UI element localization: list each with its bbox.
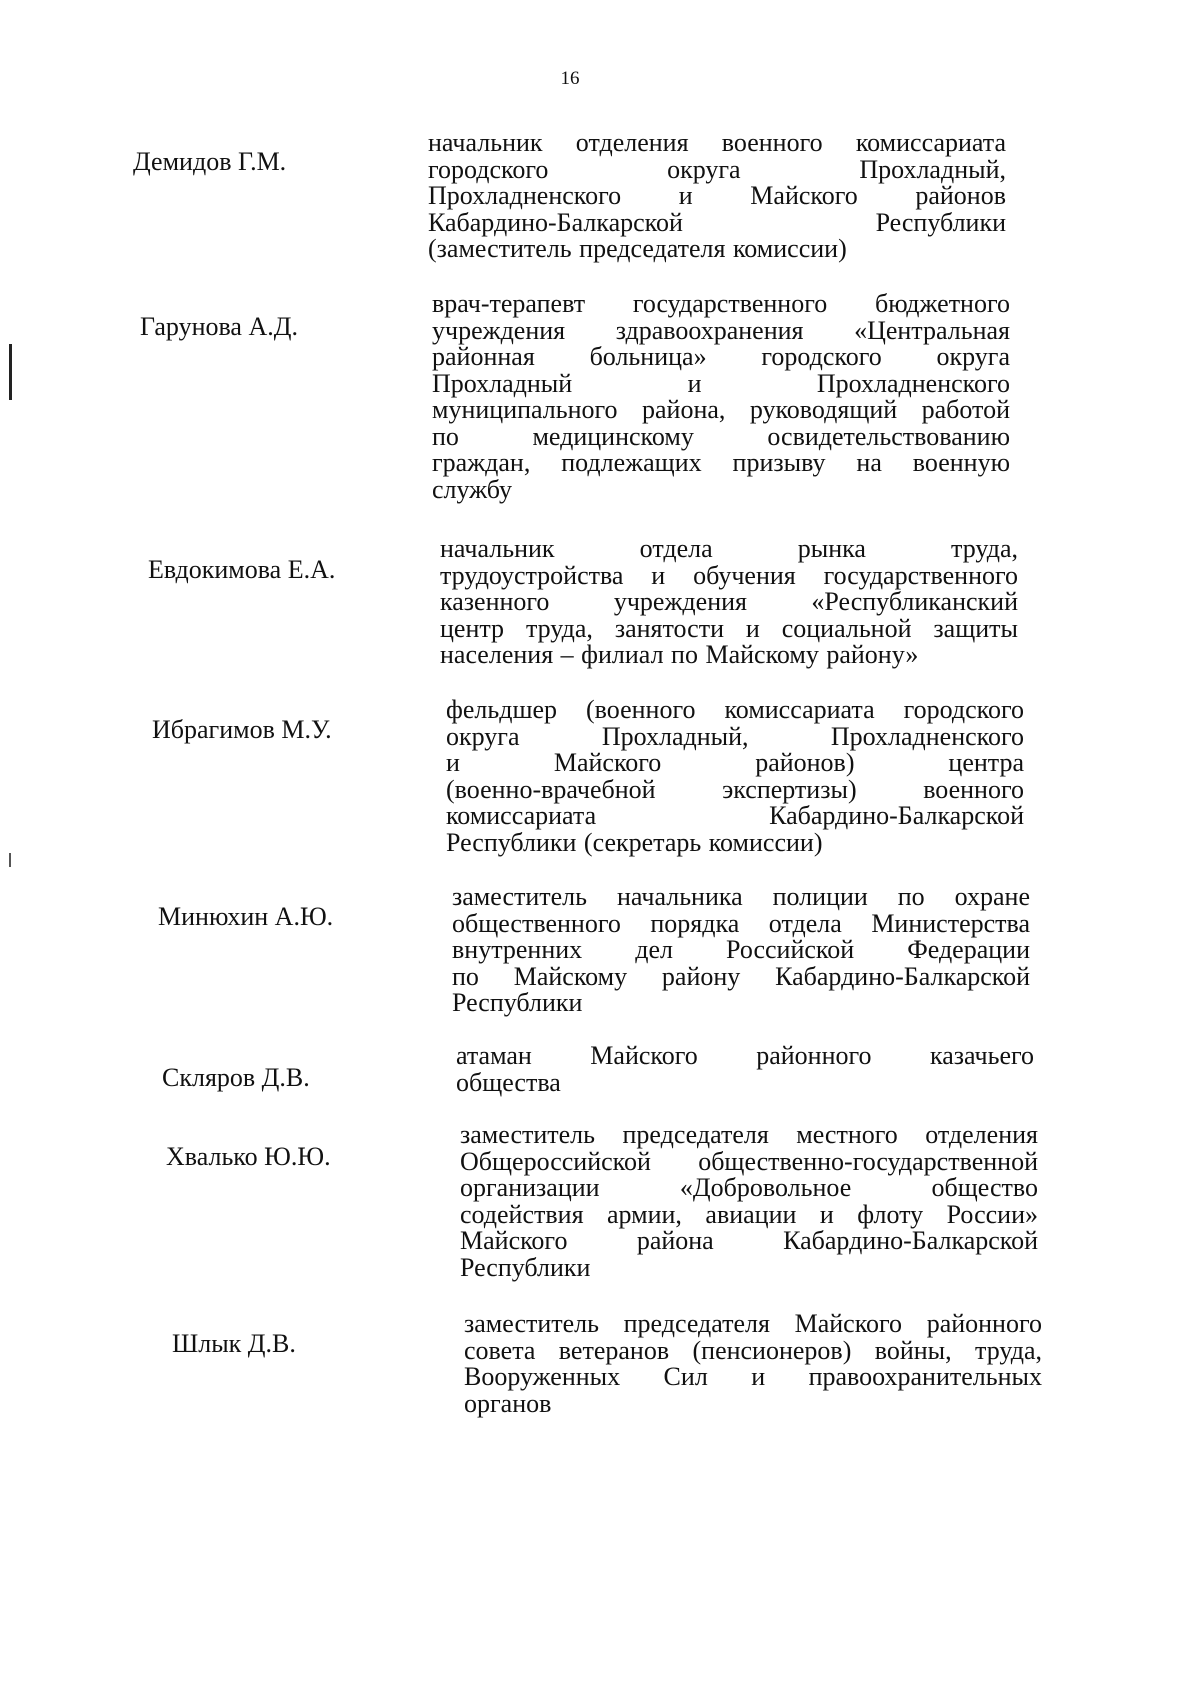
position-text-line: врач-терапевт государственного бюджетного <box>432 289 1010 318</box>
position-text-line: по Майскому району Кабардино-Балкарской <box>452 961 1030 991</box>
scan-margin-mark <box>9 344 12 400</box>
member-position-description <box>460 1122 1038 1281</box>
position-text-line: фельдшер (военного комиссариата городского <box>446 695 1024 724</box>
position-text-line: округа Прохладный, Прохладненского <box>446 721 1024 751</box>
member-position-description <box>440 536 1018 669</box>
position-text-line: трудоустройства и обучения государственного <box>440 560 1018 590</box>
position-text-line: внутренних дел Российской Федерации <box>452 935 1030 964</box>
position-text-line: заместитель председателя местного отделения <box>460 1120 1038 1149</box>
position-text-line: (военно-врачебной экспертизы) военного <box>446 774 1024 804</box>
position-text-line: казенного учреждения «Республиканский <box>440 587 1018 616</box>
position-text-line: атаман Майского районного казачьего <box>456 1041 1034 1070</box>
position-text-line: совета ветеранов (пенсионеров) войны, труда, <box>464 1335 1042 1365</box>
position-text-line: и Майского районов) центра <box>446 748 1024 777</box>
member-position-description <box>428 130 1006 263</box>
member-name: Евдокимова Е.А. <box>148 555 336 584</box>
position-text-line: организации «Добровольное общество <box>460 1173 1038 1202</box>
position-text-line: Общероссийской общественно-государственной <box>460 1146 1038 1176</box>
position-text-line: городского округа Прохладный, <box>428 154 1006 184</box>
member-position-description <box>432 291 1010 503</box>
position-text-line: Прохладненского и Майского районов <box>428 181 1006 210</box>
member-position-description <box>452 884 1030 1017</box>
position-text-line: комиссариата Кабардино-Балкарской <box>446 801 1024 830</box>
position-text-line: Вооруженных Сил и правоохранительных <box>464 1362 1042 1391</box>
position-text-line: граждан, подлежащих призыву на военную <box>432 448 1010 477</box>
position-text-line: содействия армии, авиации и флоту России» <box>460 1199 1038 1229</box>
page-number: 16 <box>560 68 580 89</box>
position-text-line: заместитель председателя Майского районного <box>464 1309 1042 1338</box>
position-text-line: районная больница» городского округа <box>432 342 1010 371</box>
member-position-description <box>464 1311 1042 1417</box>
position-text-line: начальник отдела рынка труда, <box>440 534 1018 563</box>
position-text-line: муниципального района, руководящий работой <box>432 395 1010 424</box>
member-name: Скляров Д.В. <box>162 1063 310 1092</box>
position-text-line: Республики (секретарь комиссии) <box>446 827 823 857</box>
member-name: Минюхин А.Ю. <box>158 902 334 931</box>
member-name: Хвалько Ю.Ю. <box>166 1142 331 1171</box>
member-name: Ибрагимов М.У. <box>152 715 332 744</box>
position-text-line: центр труда, занятости и социальной защиты <box>440 613 1018 643</box>
member-name: Гарунова А.Д. <box>140 312 298 341</box>
member-name: Шлык Д.В. <box>172 1329 296 1358</box>
member-position-description <box>446 697 1024 856</box>
position-text-line: Майского района Кабардино-Балкарской <box>460 1226 1038 1255</box>
member-name: Демидов Г.М. <box>133 147 287 176</box>
position-text-line: начальник отделения военного комиссариата <box>428 128 1006 157</box>
position-text-line: Республики <box>460 1252 591 1282</box>
position-text-line: общественного порядка отдела Министерства <box>452 908 1030 938</box>
position-text-line: службу <box>432 474 513 504</box>
position-text-line: общества <box>456 1067 561 1097</box>
position-text-line: по медицинскому освидетельствованию <box>432 421 1010 451</box>
position-text-line: Прохладный и Прохладненского <box>432 368 1010 398</box>
position-text-line: (заместитель председателя комиссии) <box>428 234 847 263</box>
position-text-line: заместитель начальника полиции по охране <box>452 882 1030 911</box>
position-text-line: Кабардино-Балкарской Республики <box>428 207 1006 237</box>
position-text-line: органов <box>464 1388 552 1418</box>
scan-margin-mark <box>9 853 11 867</box>
position-text-line: Республики <box>452 988 583 1017</box>
position-text-line: населения – филиал по Майскому району» <box>440 640 919 669</box>
member-position-description <box>456 1043 1034 1096</box>
position-text-line: учреждения здравоохранения «Центральная <box>432 315 1010 345</box>
